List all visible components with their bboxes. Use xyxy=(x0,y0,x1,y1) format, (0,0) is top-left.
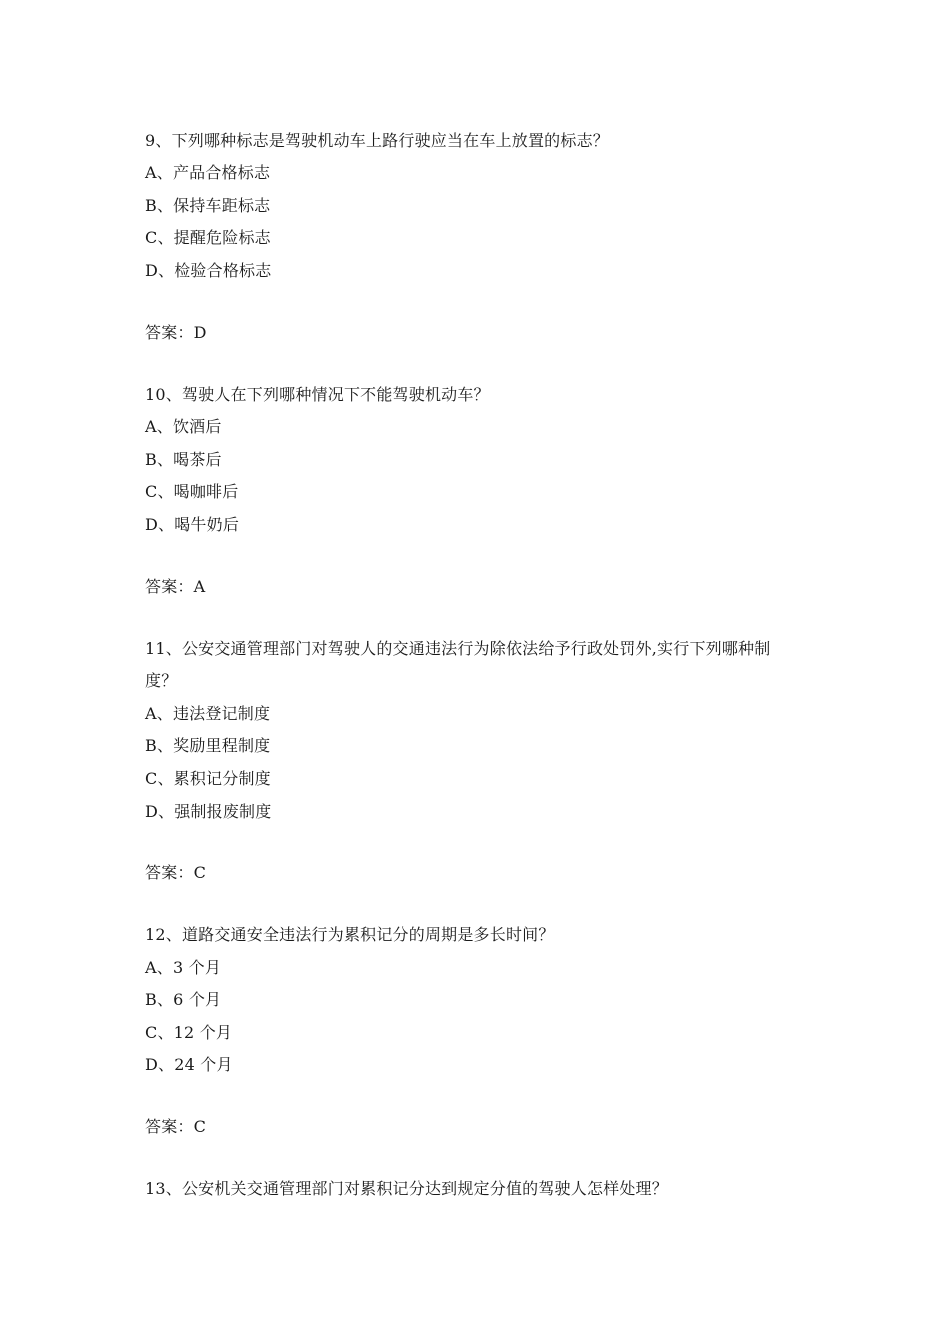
option-c: C、喝咖啡后 xyxy=(145,482,239,501)
option-d: D、检验合格标志 xyxy=(145,261,272,280)
question-text: 9、下列哪种标志是驾驶机动车上路行驶应当在车上放置的标志？ xyxy=(145,131,609,150)
option-b: B、6 个月 xyxy=(145,990,222,1009)
option-b: B、喝茶后 xyxy=(145,450,222,469)
option-c: C、累积记分制度 xyxy=(145,769,271,788)
question-text: 11、公安交通管理部门对驾驶人的交通违法行为除依法给予行政处罚外,实行下列哪种制 xyxy=(145,639,771,658)
option-a: A、饮酒后 xyxy=(145,417,222,436)
answer-text: 答案：A xyxy=(145,577,206,596)
option-b: B、保持车距标志 xyxy=(145,196,271,215)
option-c: C、提醒危险标志 xyxy=(145,228,271,247)
option-d: D、24 个月 xyxy=(145,1055,233,1074)
question-text: 12、道路交通安全违法行为累积记分的周期是多长时间？ xyxy=(145,925,555,944)
option-d: D、强制报废制度 xyxy=(145,802,272,821)
option-c: C、12 个月 xyxy=(145,1023,233,1042)
question-text-continued: 度？ xyxy=(145,671,178,690)
answer-text: 答案：C xyxy=(145,863,207,882)
answer-text: 答案：C xyxy=(145,1117,207,1136)
question-text: 13、公安机关交通管理部门对累积记分达到规定分值的驾驶人怎样处理？ xyxy=(145,1179,668,1198)
option-a: A、违法登记制度 xyxy=(145,704,271,723)
option-a: A、产品合格标志 xyxy=(145,163,271,182)
question-text: 10、驾驶人在下列哪种情况下不能驾驶机动车？ xyxy=(145,385,490,404)
option-a: A、3 个月 xyxy=(145,958,222,977)
option-d: D、喝牛奶后 xyxy=(145,515,240,534)
option-b: B、奖励里程制度 xyxy=(145,736,271,755)
answer-text: 答案：D xyxy=(145,323,207,342)
